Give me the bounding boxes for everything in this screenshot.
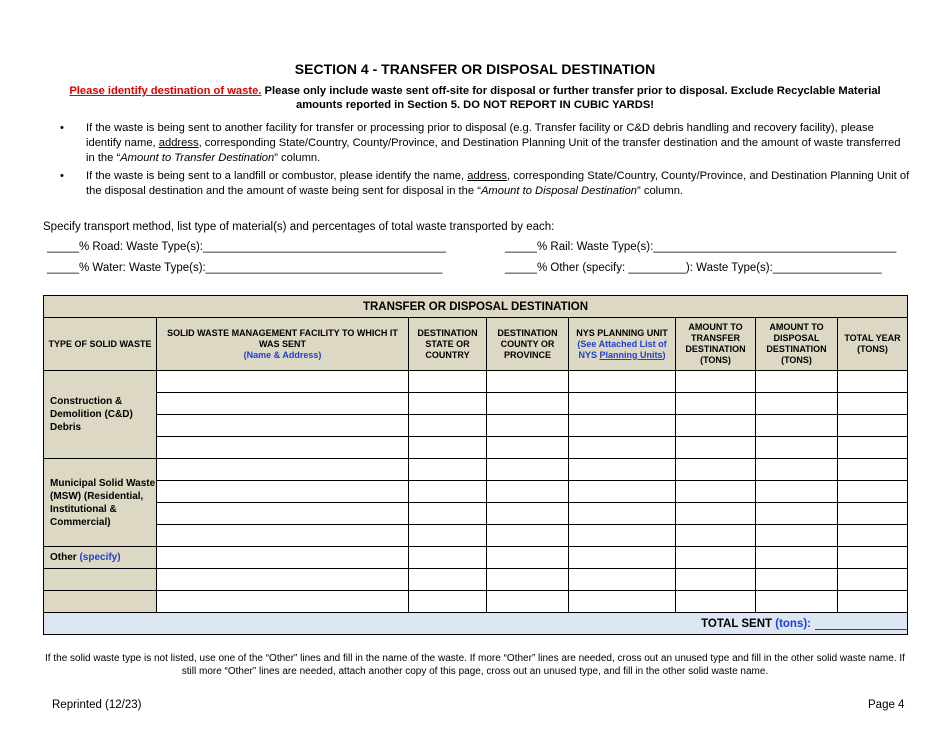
transport-instruction: Specify transport method, list type of material(s) and percentages of total waste transported by each:	[43, 221, 555, 233]
header-facility-sub: (Name & Address)	[243, 349, 322, 360]
total-sent-label: TOTAL SENT	[701, 618, 776, 630]
table-cell[interactable]	[409, 503, 487, 525]
table-cell[interactable]	[569, 437, 676, 459]
bullet-italic: Amount to Transfer Destination	[120, 152, 275, 164]
other-transport-field[interactable]: _____% Other (specify: _________): Waste Type(s):_________________	[505, 262, 882, 274]
table-cell[interactable]	[756, 393, 838, 415]
table-cell[interactable]	[409, 437, 487, 459]
table-cell[interactable]	[756, 525, 838, 547]
table-cell[interactable]	[569, 459, 676, 481]
table-cell[interactable]	[676, 525, 756, 547]
header-county: DESTINATION COUNTY OR PROVINCE	[487, 318, 569, 371]
row-label-other[interactable]	[44, 547, 157, 569]
reprinted-date: Reprinted (12/23)	[52, 699, 142, 711]
table-cell[interactable]	[676, 569, 756, 591]
bullet-text: If the waste is being sent to another facility for transfer or processing prior to disposal (e.g. Transfer facility or C&D debris handling and recovery facility), please identify name,	[86, 122, 874, 149]
table-cell[interactable]	[676, 437, 756, 459]
table-row	[44, 371, 908, 393]
table-cell[interactable]	[838, 371, 908, 393]
table-cell[interactable]	[157, 569, 409, 591]
total-sent-units: (tons):	[775, 618, 811, 630]
list-item	[60, 121, 910, 166]
bullet-text: , corresponding State/Country, County/Province, and Destination Planning Unit of the transfer destination and the amount of waste transferred in the “	[86, 137, 901, 164]
header-planning-sub-end: )	[662, 349, 666, 360]
table-cell[interactable]	[487, 481, 569, 503]
table-cell[interactable]	[756, 503, 838, 525]
table-row	[44, 481, 908, 503]
bullet-text: ” column.	[274, 152, 321, 164]
table-cell[interactable]	[838, 393, 908, 415]
header-planning	[569, 318, 676, 371]
list-item	[60, 169, 910, 199]
table-cell[interactable]	[756, 415, 838, 437]
bullet-text: ” column.	[637, 185, 684, 197]
table-cell[interactable]	[157, 503, 409, 525]
table-cell[interactable]	[569, 415, 676, 437]
header-disposal: AMOUNT TO DISPOSAL DESTINATION (TONS)	[756, 318, 838, 371]
table-cell[interactable]	[157, 591, 409, 613]
header-total: TOTAL YEAR (TONS)	[838, 318, 908, 371]
rail-transport-field[interactable]: _____% Rail: Waste Type(s):______________________________________	[505, 241, 897, 253]
table-cell[interactable]	[756, 437, 838, 459]
table-cell[interactable]	[409, 525, 487, 547]
planning-units-link[interactable]: Planning Units	[599, 349, 663, 360]
table-cell[interactable]	[569, 547, 676, 569]
table-cell[interactable]	[487, 547, 569, 569]
instruction-list	[60, 121, 910, 202]
table-row	[44, 437, 908, 459]
other-waste-note: If the solid waste type is not listed, use one of the “Other” lines and fill in the name of the waste. If more “Other” lines are needed, cross out an unused type and fill in the other solid waste name. If still more “Other” lines are needed, attach another copy of this page, cross out an unused type, and fill in the other solid waste name.	[45, 653, 905, 677]
table-row	[44, 591, 908, 613]
table-row	[44, 415, 908, 437]
intro-red-text: Please identify destination of waste.	[69, 85, 262, 97]
table-cell[interactable]	[157, 525, 409, 547]
table-cell[interactable]	[409, 547, 487, 569]
header-facility	[157, 318, 409, 371]
table-cell[interactable]	[569, 569, 676, 591]
table-cell[interactable]	[487, 437, 569, 459]
table-cell[interactable]	[838, 591, 908, 613]
water-transport-field[interactable]: _____% Water: Waste Type(s):_____________________________________	[47, 262, 443, 274]
bullet-underlined: address	[158, 137, 199, 149]
header-transfer: AMOUNT TO TRANSFER DESTINATION (TONS)	[676, 318, 756, 371]
table-cell[interactable]	[157, 393, 409, 415]
table-cell[interactable]	[838, 503, 908, 525]
table-cell[interactable]	[157, 415, 409, 437]
intro-text	[55, 84, 895, 112]
table-cell[interactable]	[157, 371, 409, 393]
table-cell[interactable]	[487, 459, 569, 481]
table-cell[interactable]	[487, 503, 569, 525]
table-cell[interactable]	[838, 569, 908, 591]
table-cell[interactable]	[487, 415, 569, 437]
table-cell[interactable]	[676, 459, 756, 481]
table-cell[interactable]	[409, 371, 487, 393]
table-title: TRANSFER OR DISPOSAL DESTINATION	[44, 296, 908, 318]
table-cell[interactable]	[157, 459, 409, 481]
table-cell[interactable]	[756, 459, 838, 481]
table-cell[interactable]	[409, 481, 487, 503]
table-cell[interactable]	[756, 481, 838, 503]
table-cell[interactable]	[838, 415, 908, 437]
table-cell[interactable]	[756, 591, 838, 613]
table-cell[interactable]	[487, 591, 569, 613]
table-cell[interactable]	[676, 415, 756, 437]
table-cell[interactable]	[487, 569, 569, 591]
total-row	[44, 613, 908, 635]
total-sent-cell	[44, 613, 908, 635]
table-row	[44, 503, 908, 525]
table-cell[interactable]	[676, 481, 756, 503]
table-cell[interactable]	[409, 591, 487, 613]
table-cell[interactable]	[756, 569, 838, 591]
table-cell[interactable]	[157, 481, 409, 503]
table-cell[interactable]	[569, 481, 676, 503]
table-cell[interactable]	[569, 591, 676, 613]
bullet-icon: •	[60, 170, 64, 182]
table-row	[44, 547, 908, 569]
table-cell[interactable]	[409, 459, 487, 481]
row-label-cd: Construction & Demolition (C&D) Debris	[44, 371, 157, 459]
header-state: DESTINATION STATE OR COUNTRY	[409, 318, 487, 371]
bullet-icon: •	[60, 122, 64, 134]
destination-table	[43, 295, 908, 635]
header-facility-label: SOLID WASTE MANAGEMENT FACILITY TO WHICH IT WAS SENT	[167, 327, 398, 349]
table-row	[44, 569, 908, 591]
table-row	[44, 459, 908, 481]
table-cell[interactable]	[756, 547, 838, 569]
table-cell[interactable]	[676, 371, 756, 393]
table-cell[interactable]	[569, 393, 676, 415]
intro-bold-text: Please only include waste sent off-site for disposal or further transfer prior to disposal. Exclude Recyclable Material amounts reported in Section 5. DO NOT REPORT IN CUBIC YARDS!	[261, 85, 881, 111]
table-cell[interactable]	[409, 393, 487, 415]
table-cell[interactable]	[676, 393, 756, 415]
table-cell[interactable]	[157, 437, 409, 459]
table-cell[interactable]	[409, 415, 487, 437]
header-planning-sub: (See Attached List of NYS	[577, 338, 667, 360]
table-cell[interactable]	[487, 371, 569, 393]
table-cell[interactable]	[838, 437, 908, 459]
table-cell[interactable]	[157, 547, 409, 569]
road-transport-field[interactable]: _____% Road: Waste Type(s):______________________________________	[47, 241, 447, 253]
table-cell[interactable]	[756, 371, 838, 393]
table-cell[interactable]	[569, 371, 676, 393]
table-cell[interactable]	[838, 459, 908, 481]
table-row	[44, 525, 908, 547]
table-row	[44, 393, 908, 415]
table-cell[interactable]	[676, 591, 756, 613]
bullet-text: , corresponding State/Country, County/Province, and Destination Planning Unit of the disposal destination and the amount of waste being sent for disposal in the “	[86, 170, 910, 197]
row-label-other-blank[interactable]	[44, 591, 157, 613]
row-label-other-blank[interactable]	[44, 569, 157, 591]
bullet-underlined: address	[467, 170, 508, 182]
table-cell[interactable]	[569, 525, 676, 547]
table-cell[interactable]	[838, 547, 908, 569]
section-title: SECTION 4 - TRANSFER OR DISPOSAL DESTINATION	[294, 61, 656, 77]
page-number: Page 4	[868, 699, 905, 711]
table-cell[interactable]	[409, 569, 487, 591]
other-specify-label: (specify)	[79, 552, 121, 563]
row-label-msw: Municipal Solid Waste (MSW) (Residential, Institutional & Commercial)	[44, 459, 157, 547]
table-cell[interactable]	[676, 503, 756, 525]
table-cell[interactable]	[838, 481, 908, 503]
table-cell[interactable]	[838, 525, 908, 547]
bullet-text: If the waste is being sent to a landfill or combustor, please identify the name,	[86, 170, 468, 182]
header-type: TYPE OF SOLID WASTE	[44, 318, 157, 371]
table-cell[interactable]	[676, 547, 756, 569]
table-cell[interactable]	[569, 503, 676, 525]
total-sent-input[interactable]	[815, 617, 907, 630]
header-planning-label: NYS PLANNING UNIT	[576, 327, 668, 338]
table-cell[interactable]	[487, 525, 569, 547]
other-label: Other	[50, 552, 80, 563]
bullet-italic: Amount to Disposal Destination	[480, 185, 638, 197]
table-cell[interactable]	[487, 393, 569, 415]
